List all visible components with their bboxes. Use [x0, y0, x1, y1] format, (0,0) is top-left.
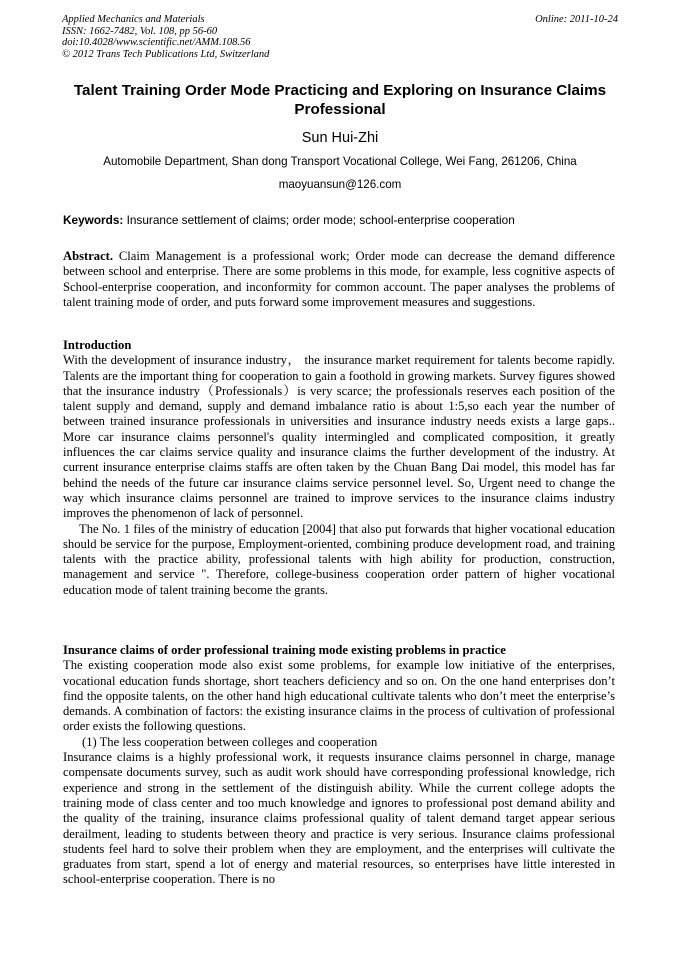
author-email: maoyuansun@126.com [278, 178, 402, 191]
journal-name: Applied Mechanics and Materials [62, 14, 205, 25]
author-affiliation: Automobile Department, Shan dong Transport Vocational College, Wei Fang, 261206, China [103, 155, 577, 168]
list-item: (1) The less cooperation between colleges and cooperation [82, 734, 378, 749]
paragraph: With the development of insurance industry， the insurance market requirement for talents become rapidly. Talents are the important thing for cooperation to gain a foothold in growing markets. Survey figures showed that the insurance industry（Professionals）is very scarce; the professionals reserves each position of the talent supply and demand, supply and demand imbalance ratio is about 1:5,so each year the number of between trained insurance professionals in universities and insurance industry needs exists a large gaps.. More car insurance claims personnel's quality intermingled and complicated composition, it greatly influences the car claims service quality and insurance claims the further development of the industry. At current insurance enterprise claims staffs are often taken by the Chuan Bang Dai model, this model has far behind the needs of the future car insurance claims service personnel level. So, Urgent need to change the way which insurance claims personnel are trained to improve services to the insurance claims industry improves the phenomenon of lack of personnel. [63, 353, 615, 521]
section-problems [63, 643, 615, 888]
journal-doi: doi:10.4028/www.scientific.net/AMM.108.56 [62, 37, 251, 49]
paragraph: The existing cooperation mode also exist some problems, for example low initiative of the enterprises, vocational education funds shortage, short teachers deficiency and so on. On the one hand enterprises don’t find the opposite talents, on the other hand high educational cultivate talents who don’t meet the enterprise’s demands. A combination of factors: the existing insurance claims in the process of cultivation of professional order exists the following questions. [63, 658, 615, 734]
paper-title: Talent Training Order Mode Practicing and Exploring on Insurance Claims Professional [73, 82, 607, 118]
abstract-text: Claim Management is a professional work; Order mode can decrease the demand difference between school and enterprise. There are some problems in this mode, for example, less cognitive aspects of School-enterprise cooperation, and inconformity for common account. The paper analyses the problems of talent training mode of order, and puts forward some improvement measures and suggestions. [63, 249, 615, 309]
paragraph: The No. 1 files of the ministry of education [2004] that also put forwards that higher vocational education should be service for the purpose, Employment-oriented, combining produce development road, and training talents with the practice ability, professional talents with high ability for production, construction, management and service ". Therefore, college-business cooperation order pattern of higher vocational education mode of talent training become the grants. [63, 521, 615, 597]
keywords-label: Keywords: [63, 213, 124, 227]
abstract [63, 249, 615, 310]
journal-metadata [62, 14, 269, 60]
paragraph: Insurance claims is a highly professional work, it requests insurance claims personnel in charge, manage compensate documents survey, such as audit work should have corresponding professional knowledge, rich experience and strong in the settlement of the distinguish ability. While the current college adopts the training mode of class center and too much knowledge and ignores to professional post demand ability and the quality of the training, insurance claims professional quality of talent demand target appear serious derailment, leading to students between theory and practice is very serious. Insurance claims professional students feel hard to solve their problem when they are employment, and the enterprises will cultivate the graduates from start, spend a lot of energy and material resources, so enterprises have little interested in school-enterprise cooperation. There is no [63, 750, 615, 887]
journal-issn: ISSN: 1662-7482, Vol. 108, pp 56-60 [62, 25, 218, 37]
section-heading: Insurance claims of order professional training mode existing problems in practice [63, 643, 506, 657]
keywords [63, 213, 623, 227]
abstract-label: Abstract. [63, 249, 114, 263]
keywords-text: Insurance settlement of claims; order mode; school-enterprise cooperation [123, 213, 515, 227]
online-date: Online: 2011-10-24 [535, 14, 618, 25]
section-introduction [63, 338, 615, 598]
paper-author: Sun Hui-Zhi [301, 130, 379, 146]
journal-copyright: © 2012 Trans Tech Publications Ltd, Switzerland [62, 48, 270, 60]
section-heading: Introduction [63, 338, 132, 352]
